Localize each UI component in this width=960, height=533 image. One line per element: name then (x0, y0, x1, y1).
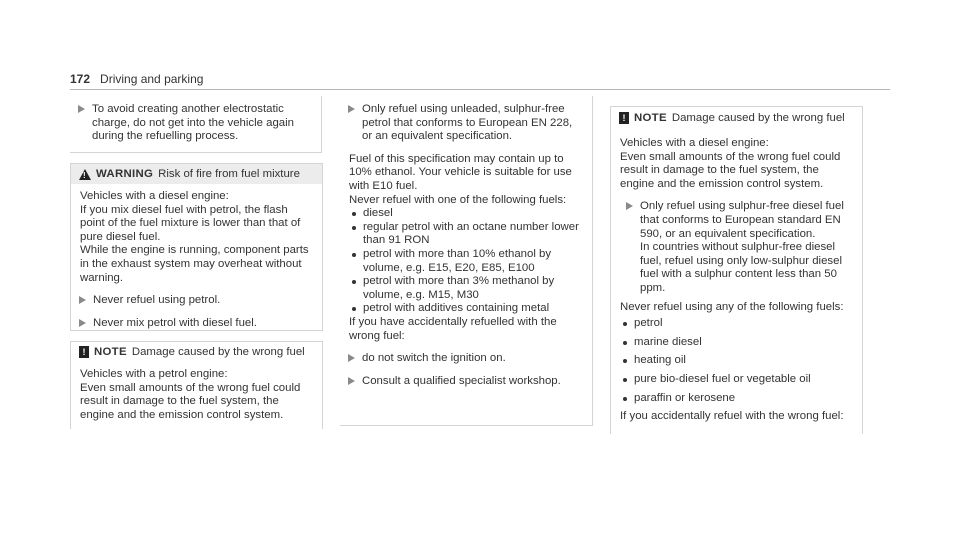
step-arrow-icon (79, 296, 86, 304)
step-text: To avoid creating another electrostatic charge, do not get into the vehicle again during the refuelling process. (92, 103, 295, 143)
note-step1b: In countries without sulphur-free diesel fuel, refuel using only low-sulphur diesel fuel with a sulphur content less than 50 ppm. (640, 241, 842, 294)
note-p4: If you accidentally refuel with the wrong fuel: (620, 410, 844, 423)
note-p3: Never refuel using any of the following fuels: (620, 300, 844, 313)
col2-content (340, 103, 584, 388)
list-item: petrol (620, 317, 853, 331)
warning-header (71, 164, 322, 184)
step-arrow-icon (78, 105, 85, 113)
warning-triangle-icon: ! (79, 169, 91, 180)
list-item: marine diesel (620, 336, 853, 350)
list-item: petrol with more than 3% methanol by volume, e.g. M15, M30 (349, 275, 584, 302)
list-item: petrol with more than 10% ethanol by volume, e.g. E15, E20, E85, E100 (349, 248, 584, 275)
note-title: Damage caused by the wrong fuel (671, 112, 845, 124)
note-label: NOTE (94, 346, 127, 358)
note-box-diesel (610, 106, 863, 434)
col2-step2: do not switch the ignition on. (362, 352, 506, 365)
col2-bullets (340, 207, 584, 316)
exclamation-icon: ! (619, 112, 629, 124)
warning-label: WARNING (96, 168, 154, 180)
warning-body (71, 184, 322, 330)
step-arrow-icon (79, 319, 86, 327)
col1-step (70, 103, 315, 144)
col2-p3: If you have accidentally refuelled with the wrong fuel: (349, 315, 557, 342)
col2-p1: Fuel of this specification may contain up to 10% ethanol. Your vehicle is suitable for use with E10 fuel. (349, 152, 572, 192)
note-header (71, 342, 322, 362)
step-arrow-icon (348, 105, 355, 113)
step-arrow-icon (348, 377, 355, 385)
warning-title: Risk of fire from fuel mixture (158, 168, 300, 180)
page-number: 172 (70, 72, 91, 86)
col2-step1: Only refuel using unleaded, sulphur-free petrol that conforms to European EN 228, or an equivalent specification. (362, 103, 573, 143)
step-arrow-icon (348, 354, 355, 362)
warning-box (70, 163, 323, 331)
step-arrow-icon (626, 202, 633, 210)
note-step1: Only refuel using sulphur-free diesel fuel that conforms to European standard EN 590, or an equivalent specification. (640, 200, 844, 240)
warning-step1: Never refuel using petrol. (93, 294, 221, 307)
note-p2: Even small amounts of the wrong fuel could result in damage to the fuel system, the engine and the emission control system. (80, 381, 301, 421)
note-p1: Vehicles with a diesel engine: (620, 137, 769, 149)
note-p1: Vehicles with a petrol engine: (80, 368, 228, 380)
list-item: diesel (349, 207, 584, 221)
note-body (611, 129, 862, 424)
note-bullets (620, 317, 853, 405)
note-body (71, 362, 322, 422)
list-item: regular petrol with an octane number lower than 91 RON (349, 221, 584, 248)
section-title: Driving and parking (100, 72, 204, 86)
list-item: paraffin or kerosene (620, 392, 853, 406)
warning-p3: While the engine is running, component parts in the exhaust system may overheat without warning. (80, 244, 309, 284)
note-label: NOTE (634, 112, 667, 124)
page-header (70, 72, 203, 86)
note-p2: Even small amounts of the wrong fuel could result in damage to the fuel system, the engine and the emission control system. (620, 150, 841, 190)
col2-p2: Never refuel with one of the following fuels: (349, 193, 567, 206)
list-item: petrol with additives containing metal (349, 302, 584, 316)
note-title: Damage caused by the wrong fuel (131, 346, 305, 358)
warning-step2: Never mix petrol with diesel fuel. (93, 316, 257, 329)
note-header (611, 107, 862, 129)
warning-p1: Vehicles with a diesel engine: (80, 190, 229, 202)
warning-p2: If you mix diesel fuel with petrol, the flash point of the fuel mixture is lower than that of pure diesel fuel. (80, 203, 301, 243)
exclamation-icon: ! (79, 346, 89, 358)
list-item: pure bio-diesel fuel or vegetable oil (620, 373, 853, 387)
header-divider (70, 89, 890, 90)
note-box-petrol (70, 341, 323, 429)
list-item: heating oil (620, 354, 853, 368)
col2-step3: Consult a qualified specialist workshop. (362, 374, 561, 387)
